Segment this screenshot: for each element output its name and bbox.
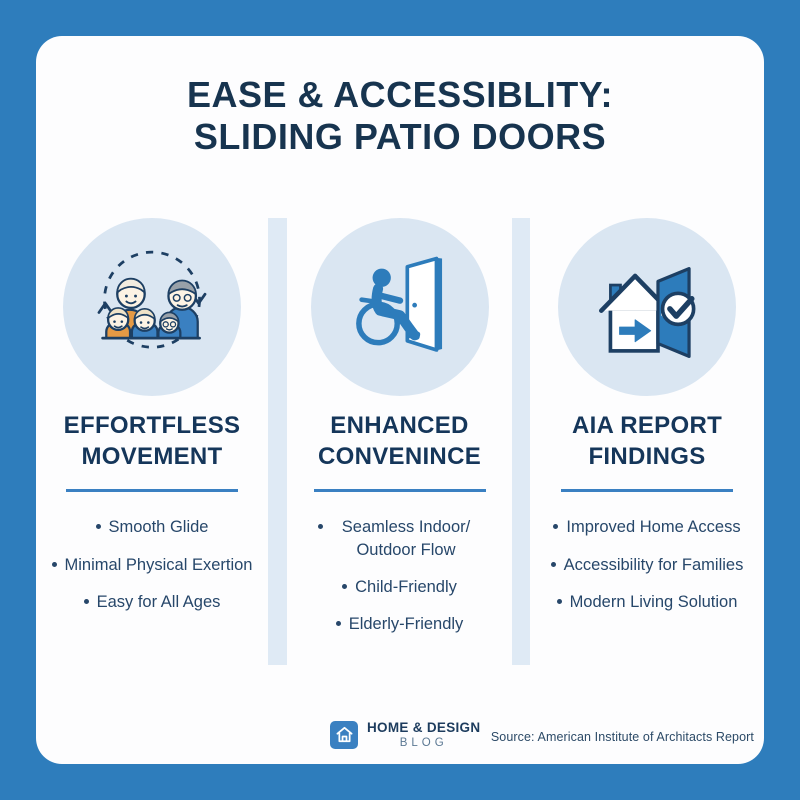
heading-line1: ENHANCED	[330, 412, 469, 439]
column-heading	[572, 410, 722, 472]
bullet-dot	[318, 524, 323, 529]
column-divider	[268, 218, 287, 665]
brand-name: HOME & DESIGN	[367, 720, 481, 735]
bullet-item: Minimal Physical Exertion	[52, 554, 253, 576]
heading-underline	[561, 489, 733, 492]
house-icon	[335, 725, 354, 744]
bullet-item: Easy for All Ages	[52, 591, 253, 613]
bullet-item: Improved Home Access	[551, 516, 744, 538]
column-aia-report-findings	[530, 218, 764, 665]
bullet-list	[52, 516, 253, 628]
column-enhanced-convenience	[287, 218, 512, 665]
bullet-dot	[336, 621, 341, 626]
column-heading	[318, 410, 481, 472]
brand-block	[330, 720, 480, 749]
bullet-dot	[52, 562, 57, 567]
heading-line1: AIA REPORT	[571, 412, 723, 439]
bullet-list	[551, 516, 744, 628]
heading-line2: CONVENINCE	[317, 443, 482, 471]
brand-text	[367, 720, 480, 749]
brand-logo	[330, 721, 358, 749]
wheelchair-icon-circle	[311, 218, 489, 396]
bullet-item: Modern Living Solution	[551, 591, 744, 613]
heading-line1: EFFORTFLESS	[63, 412, 241, 439]
bullet-item: Elderly-Friendly	[318, 613, 481, 635]
heading-underline	[66, 489, 238, 492]
wheelchair-door-icon	[336, 243, 464, 371]
bullet-dot	[342, 584, 347, 589]
page-title	[36, 74, 764, 159]
bullet-dot	[553, 524, 558, 529]
column-effortless-movement	[36, 218, 268, 665]
bullet-dot	[557, 599, 562, 604]
brand-subtitle: BLOG	[399, 737, 448, 749]
bullet-dot	[84, 599, 89, 604]
page-title-line2: SLIDING PATIO DOORS	[193, 116, 607, 158]
house-icon-circle	[558, 218, 736, 396]
content-card	[36, 36, 764, 764]
bullet-item: Accessibility for Families	[551, 554, 744, 576]
heading-line2: MOVEMENT	[81, 443, 223, 471]
family-icon	[88, 243, 216, 371]
bullet-dot	[551, 562, 556, 567]
bullet-item: Child-Friendly	[318, 576, 481, 598]
bullet-item: Smooth Glide	[52, 516, 253, 538]
column-divider	[512, 218, 530, 665]
column-heading	[64, 410, 241, 472]
bullet-dot	[96, 524, 101, 529]
source-text: Source: American Institute of Architacts Report	[490, 730, 754, 744]
house-door-check-icon	[583, 243, 711, 371]
bullet-item: Seamless Indoor/ Outdoor Flow	[318, 516, 481, 561]
page-title-line1: EASE & ACCESSIBLITY:	[186, 74, 614, 115]
columns-container	[36, 218, 764, 665]
heading-underline	[314, 489, 486, 492]
bullet-list	[318, 516, 481, 650]
heading-line2: FINDINGS	[588, 443, 706, 471]
family-icon-circle	[63, 218, 241, 396]
